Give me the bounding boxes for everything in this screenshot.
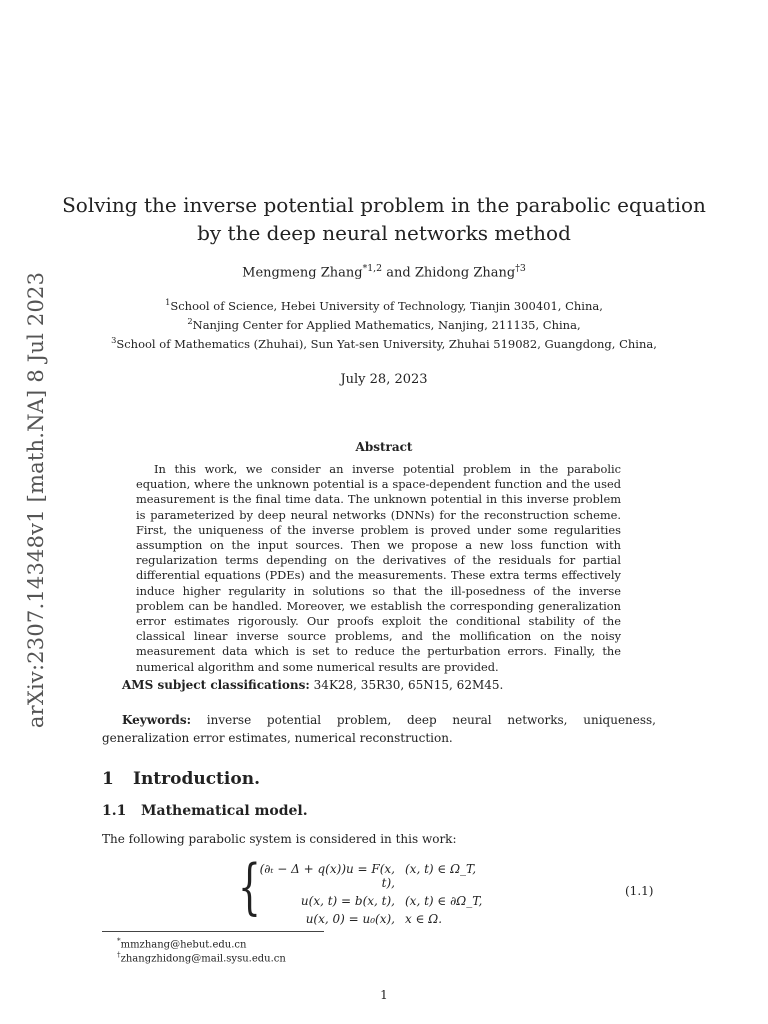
subsection-number: 1.1 [102, 803, 127, 819]
footnote-1 [117, 936, 246, 950]
equation-row-1-rhs: (x, t) ∈ Ω_T, [405, 862, 477, 876]
affiliations [0, 295, 768, 351]
publication-date: July 28, 2023 [340, 372, 428, 387]
abstract-body: In this work, we consider an inverse potential problem in the parabolic equation, where the unknown potential is a space-dependent function and the used measurement is the final time data. The unknown potential in this inverse problem is parameterized by deep neural networks (DNNs) for the reconstruction scheme. First, the uniqueness of the inverse problem is proved under some regularities assumption on the input sources. Then we propose a new loss function with regularization terms depending on the derivatives of the residuals for partial differential equations (PDEs) and the measurements. These extra terms effectively induce higher regularity in solutions so that the ill-posedness of the inverse problem can be handled. Moreover, we establish the corresponding generalization error estimates rigorously. Our proofs exploit the conditional stability of the classical linear inverse source problems, and the mollification on the noisy measurement data which is set to reduce the perturbation errors. Finally, the numerical algorithm and some numerical results are provided. [136, 462, 621, 674]
footnote-2 [117, 950, 286, 964]
abstract-heading: Abstract [355, 440, 413, 454]
equation-row-3-lhs: u(x, 0) = u₀(x), [305, 912, 395, 926]
author-2-name: Zhidong Zhang [414, 265, 516, 281]
author-2-marks: †3 [515, 263, 526, 274]
affiliation-2-mark: 2 [187, 315, 193, 326]
footnote-1-email: mmzhang@hebut.edu.cn [120, 939, 247, 951]
footnote-1-mark: * [117, 936, 121, 945]
affiliation-2 [0, 314, 768, 333]
ams-value: 34K28, 35R30, 65N15, 62M45. [309, 678, 504, 692]
author-connector: and [382, 265, 415, 281]
arxiv-identifier-stamp: arXiv:2307.14348v1 [math.NA] 8 Jul 2023 [24, 271, 48, 729]
equation-row-2-rhs: (x, t) ∈ ∂Ω_T, [405, 894, 483, 908]
equation-number: (1.1) [625, 884, 654, 898]
ams-label: AMS subject classifications: [122, 678, 310, 692]
section-title: Introduction. [133, 769, 260, 789]
section-heading [102, 769, 260, 789]
affiliation-2-text: Nanjing Center for Applied Mathematics, Nanjing, 211135, China, [192, 317, 581, 332]
author-1-name: Mengmeng Zhang [242, 265, 363, 281]
footnote-divider [102, 931, 324, 932]
author-list [0, 263, 768, 280]
equation-row-3-rhs: x ∈ Ω. [405, 912, 443, 926]
equation-row-2-lhs: u(x, t) = b(x, t), [300, 894, 395, 908]
footnote-2-email: zhangzhidong@mail.sysu.edu.cn [120, 953, 286, 965]
keywords-value: inverse potential problem, deep neural networks, uniqueness, generalization error estimates, numerical reconstruction. [102, 713, 656, 745]
section-number: 1 [102, 769, 114, 789]
equation-left-brace: { [238, 852, 261, 922]
ams-classifications [122, 678, 662, 692]
affiliation-3 [0, 333, 768, 352]
keywords-label: Keywords: [122, 713, 192, 727]
title-line-1: Solving the inverse potential problem in the parabolic equation [62, 193, 706, 217]
title-line-2: by the deep neural networks method [197, 221, 571, 245]
affiliation-1-mark: 1 [165, 297, 171, 307]
affiliation-1 [0, 295, 768, 314]
author-1-marks: *1,2 [362, 263, 383, 274]
paper-title [0, 191, 768, 247]
intro-paragraph: The following parabolic system is considered in this work: [102, 832, 457, 846]
keywords [102, 711, 656, 747]
page-number: 1 [380, 988, 388, 1002]
equation-system [250, 862, 485, 926]
affiliation-3-text: School of Mathematics (Zhuhai), Sun Yat-sen University, Zhuhai 519082, Guangdong, China, [116, 336, 657, 351]
subsection-title: Mathematical model. [141, 803, 308, 819]
affiliation-3-mark: 3 [111, 334, 117, 345]
affiliation-1-text: School of Science, Hebei University of Technology, Tianjin 300401, China, [170, 298, 603, 313]
subsection-heading [102, 803, 308, 819]
footnote-2-mark: † [117, 950, 121, 959]
equation-row-1-lhs: (∂ₜ − Δ + q(x))u = F(x, t), [259, 862, 395, 890]
